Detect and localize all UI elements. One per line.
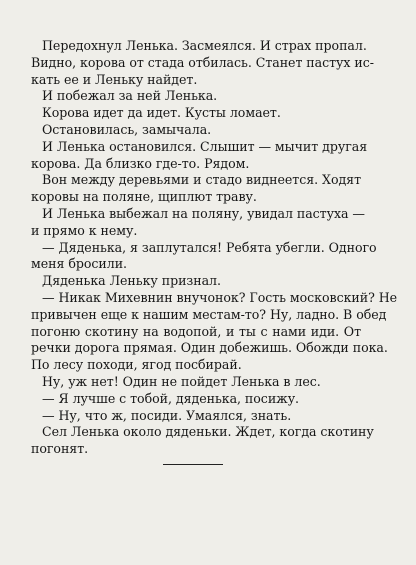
paragraph <box>31 122 361 139</box>
text-line: — Я лучше с тобой, дяденька, посижу. <box>42 390 300 406</box>
paragraph <box>31 38 374 88</box>
text-line: погоню скотину на водопой, и ты с нами иди. От <box>31 323 361 339</box>
paragraph <box>31 205 365 240</box>
text-line: Видно, корова от стада отбилась. Станет пастух ис- <box>31 54 374 70</box>
text-line: и прямо к нему. <box>31 222 138 238</box>
paragraph <box>31 88 361 105</box>
paragraph <box>31 105 361 122</box>
paragraph <box>31 138 368 173</box>
paragraph <box>31 424 374 458</box>
text-line: По лесу походи, ягод посбирай. <box>31 357 242 373</box>
text-line: И Ленька выбежал на поляну, увидал пастуха — <box>42 205 365 221</box>
paragraph <box>31 408 361 425</box>
text-line: — Ну, что ж, посиди. Умаялся, знать. <box>42 407 292 423</box>
paragraph <box>31 273 361 290</box>
text-line: коровы на поляне, щиплют траву. <box>31 189 257 205</box>
paragraph <box>31 374 361 391</box>
text-line: Передохнул Ленька. Засмеялся. И страх пропал. <box>42 38 367 53</box>
text-line: кать ее и Леньку найдет. <box>31 71 198 87</box>
text-line: Вон между деревьями и стадо виднеется. Ходят <box>42 172 361 188</box>
paragraph <box>31 172 361 206</box>
paragraph <box>31 391 361 408</box>
text-line: речки дорога прямая. Один добежишь. Обожди пока. <box>31 340 388 356</box>
page-text <box>31 38 398 458</box>
text-line: И Ленька остановился. Слышит — мычит другая <box>42 138 368 154</box>
text-line: Остановилась, замычала. <box>42 121 212 137</box>
text-line: — Никак Михевнин внучонок? Гость московский? Не <box>42 289 398 305</box>
text-line: Корова идет да идет. Кусты ломает. <box>42 105 281 121</box>
text-line: — Дяденька, я заплутался! Ребята убегли. Одного <box>42 239 377 255</box>
text-line: меня бросили. <box>31 256 128 272</box>
text-line: Дяденька Леньку признал. <box>42 273 221 289</box>
text-line: погонят. <box>31 441 89 457</box>
paragraph <box>31 239 377 274</box>
paragraph <box>31 289 398 374</box>
text-line: И побежал за ней Ленька. <box>42 88 218 104</box>
text-line: привычен еще к нашим местам-то? Ну, ладно. В обед <box>31 306 387 322</box>
section-separator-rule <box>163 464 223 465</box>
text-line: корова. Да близко где-то. Рядом. <box>31 155 250 171</box>
text-line: Ну, уж нет! Один не пойдет Ленька в лес. <box>42 373 321 389</box>
text-line: Сел Ленька около дяденьки. Ждет, когда скотину <box>42 424 374 440</box>
